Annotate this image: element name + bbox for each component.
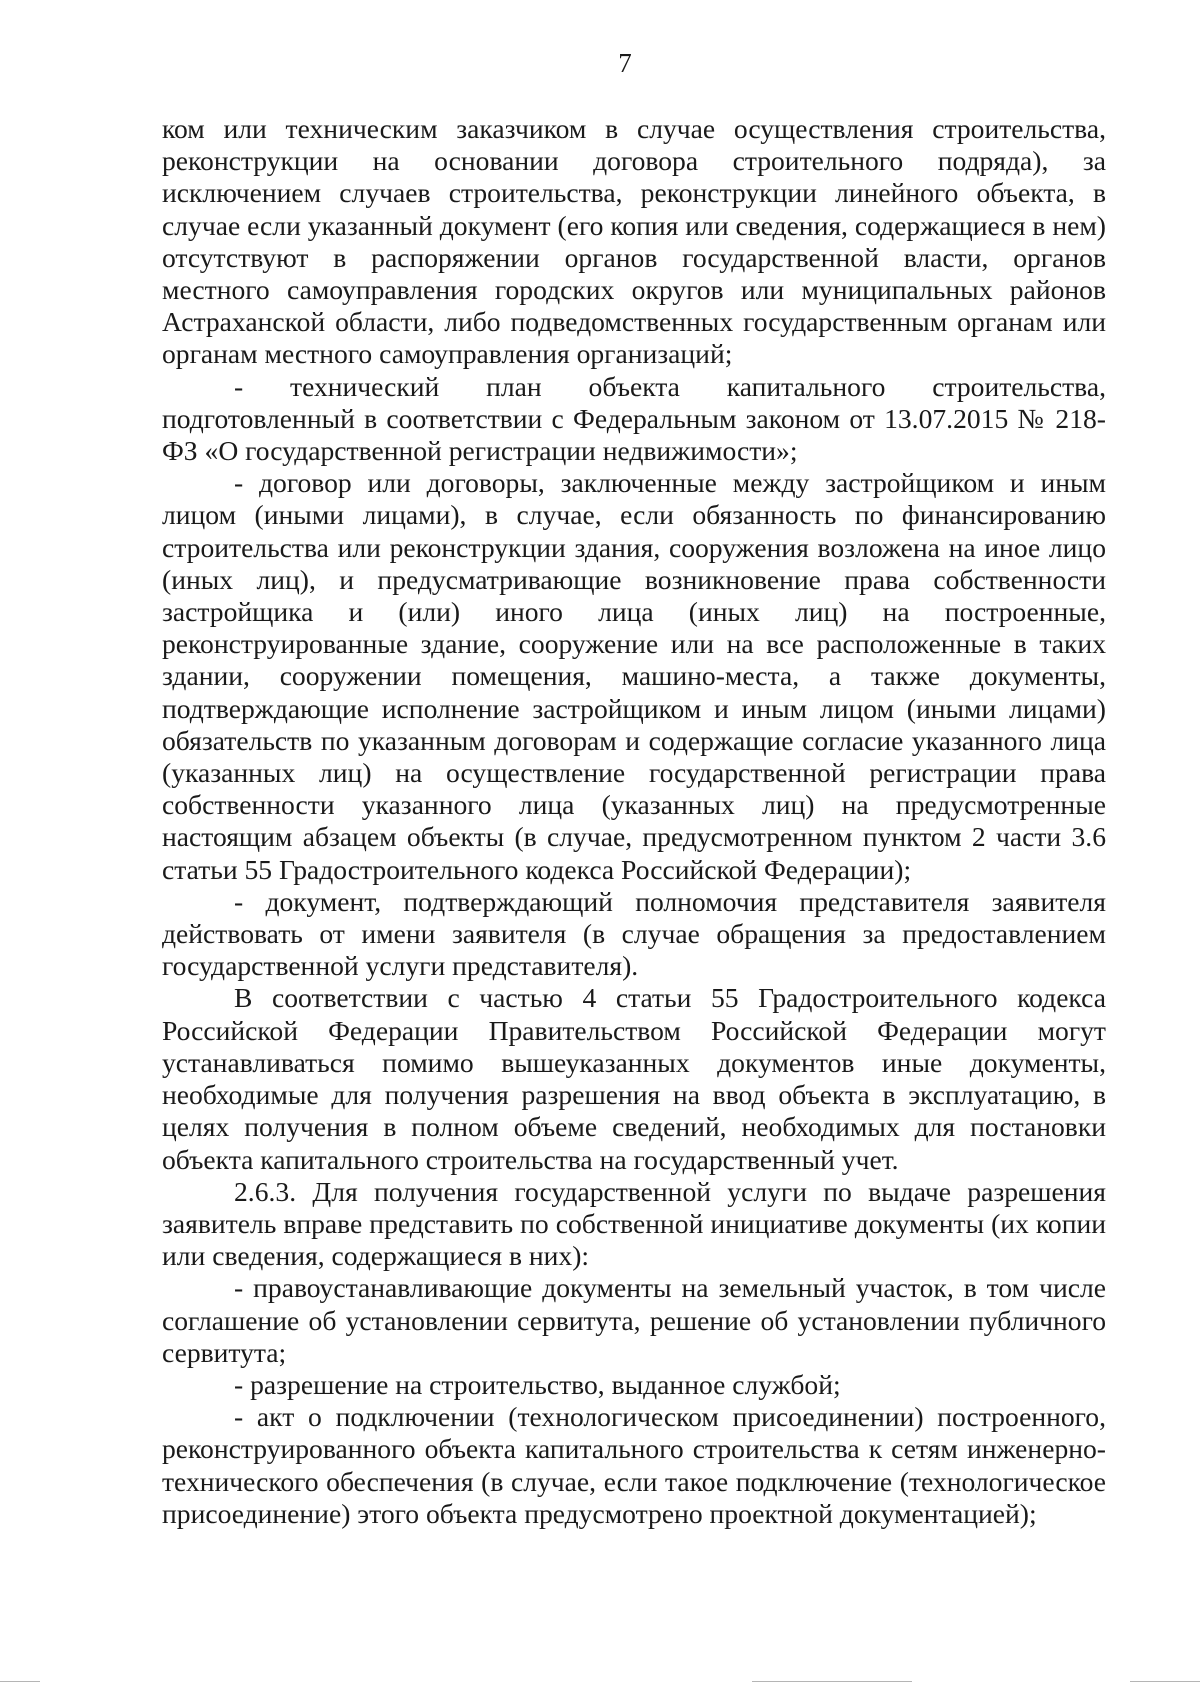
paragraph: - договор или договоры, заключенные между застройщиком и иным лицом (иными лицами), в случае, если обязанность по финансированию строительства или реконструкции здания, сооружения возложена на иное лицо (иных лиц), и предусматривающие возникновение права собственности застройщика и (или) иного лица (иных лиц) на построенные, реконструированные здание, сооружение или на все расположенные в таких здании, сооружении помещения, машино-места, а также документы, подтверждающие исполнение застройщиком и иным лицом (иными лицами) обязательств по указанным договорам и содержащие согласие указанного лица (указанных лиц) на осуществление государственной регистрации права собственности указанного лица (указанных лиц) на предусмотренные настоящим абзацем объекты (в случае, предусмотренном пунктом 2 части 3.6 статьи 55 Градостроительного кодекса Российской Федерации); xyxy=(162,467,1106,885)
page-number: 7 xyxy=(618,48,632,78)
document-body xyxy=(162,113,1106,1530)
scan-edge-line xyxy=(1130,1681,1200,1682)
paragraph: ком или техническим заказчиком в случае осуществления строительства, реконструкции на основании договора строительного подряда), за исключением случаев строительства, реконструкции линейного объекта, в случае если указанный документ (его копия или сведения, содержащиеся в нем) отсутствуют в распоряжении органов государственной власти, органов местного самоуправления городских округов или муниципальных районов Астраханской области, либо подведомственных государственным органам или органам местного самоуправления организаций; xyxy=(162,113,1106,370)
paragraph: - технический план объекта капитального строительства, подготовленный в соответствии с Федеральным законом от 13.07.2015 № 218-ФЗ «О государственной регистрации недвижимости»; xyxy=(162,370,1106,467)
paragraph: - разрешение на строительство, выданное службой; xyxy=(234,1368,841,1400)
paragraph: - правоустанавливающие документы на земельный участок, в том числе соглашение об установлении сервитута, решение об установлении публичного сервитута; xyxy=(162,1272,1106,1368)
paragraph: В соответствии с частью 4 статьи 55 Градостроительного кодекса Российской Федерации Правительством Российской Федерации могут устанавливаться помимо вышеуказанных документов иные документы, необходимые для получения разрешения на ввод объекта в эксплуатацию, в целях получения в полном объеме сведений, необходимых для постановки объекта капитального строительства на государственный учет. xyxy=(162,982,1106,1175)
paragraph: 2.6.3. Для получения государственной услуги по выдаче разрешения заявитель вправе представить по собственной инициативе документы (их копии или сведения, содержащиеся в них): xyxy=(162,1175,1106,1272)
scan-edge-line xyxy=(752,1681,912,1682)
paragraph: - документ, подтверждающий полномочия представителя заявителя действовать от имени заявителя (в случае обращения за предоставлением государственной услуги представителя). xyxy=(162,885,1106,982)
paragraph: - акт о подключении (технологическом присоединении) построенного, реконструированного объекта капитального строительства к сетям инженерно-технического обеспечения (в случае, если такое подключение (технологическое присоединение) этого объекта предусмотрено проектной документацией); xyxy=(162,1401,1106,1529)
scan-edge-line xyxy=(0,1681,40,1682)
